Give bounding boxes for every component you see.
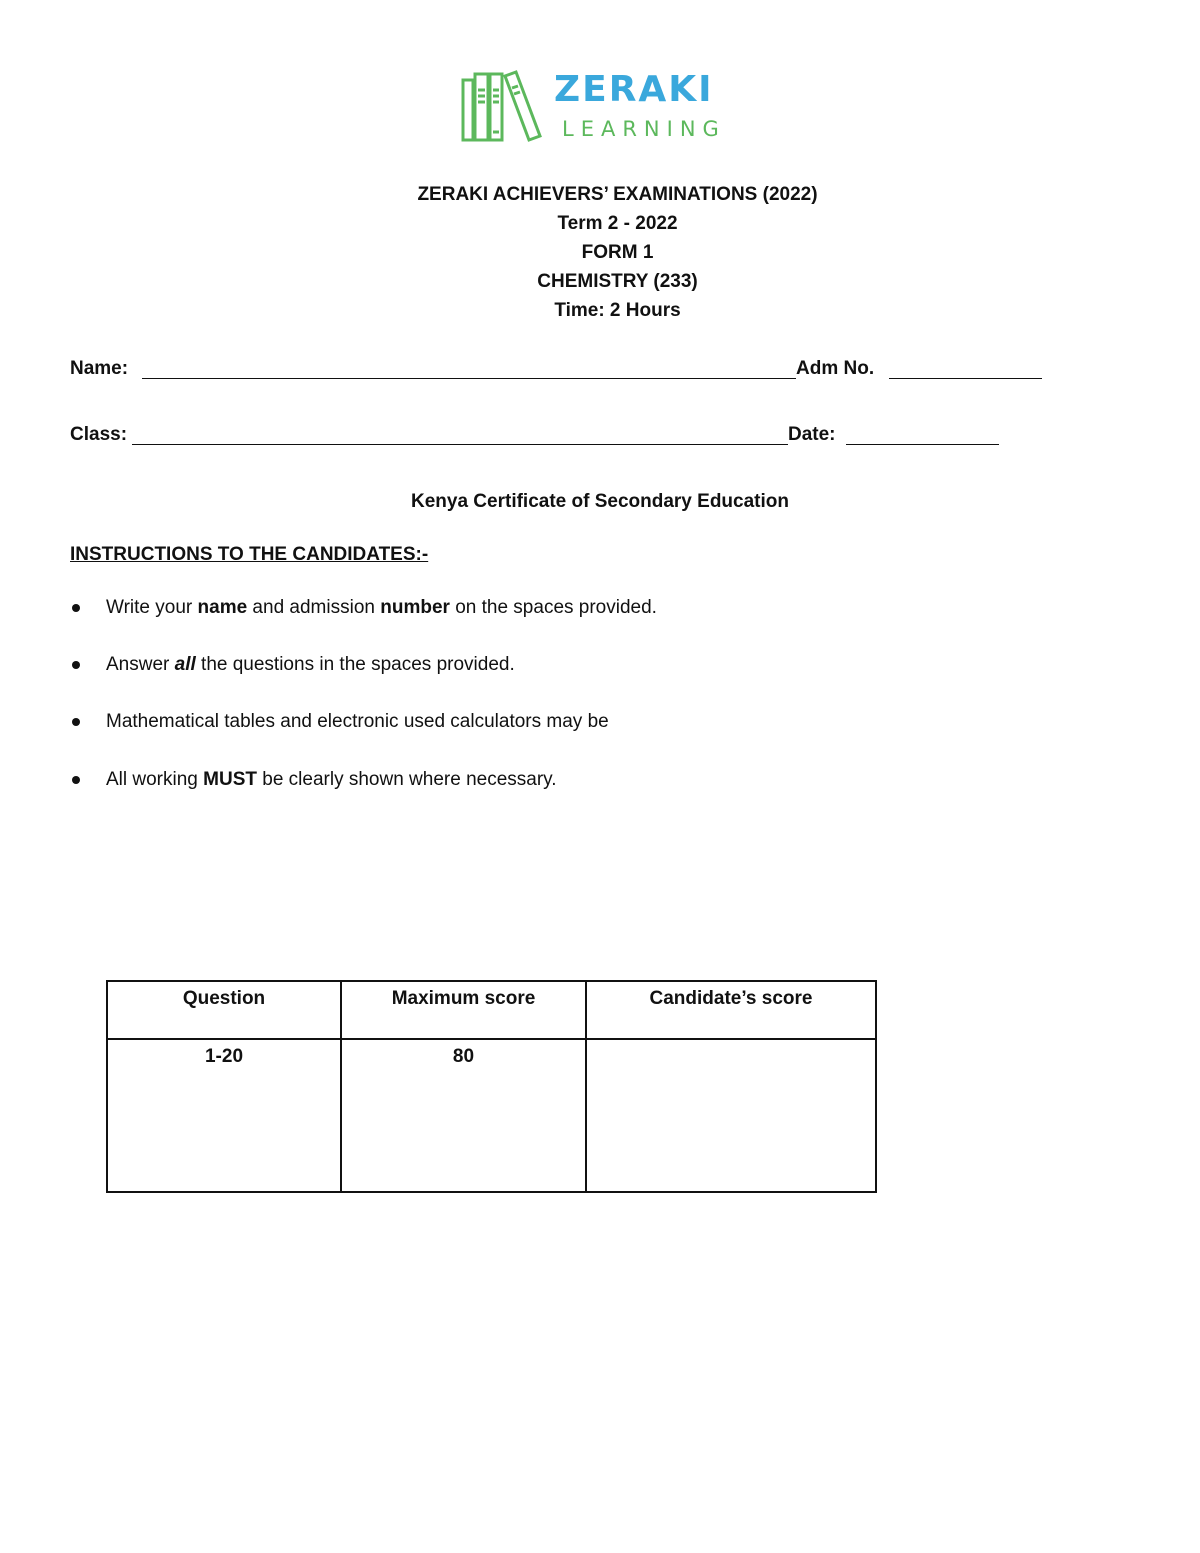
bullet-icon	[72, 718, 80, 726]
bullet-icon	[72, 604, 80, 612]
adm-no-blank[interactable]	[889, 378, 1042, 379]
logo-wordmark: ZERAKI	[554, 69, 714, 110]
class-date-row	[70, 422, 1010, 448]
exam-title: ZERAKI ACHIEVERS’ EXAMINATIONS (2022)	[417, 184, 818, 205]
books-icon	[460, 70, 546, 146]
bullet-icon	[72, 661, 80, 669]
class-blank[interactable]	[132, 444, 788, 445]
name-adm-row	[70, 356, 1050, 382]
exam-header	[400, 180, 835, 325]
candidate-score-cell[interactable]	[586, 1039, 876, 1192]
name-label: Name:	[70, 358, 129, 379]
date-blank[interactable]	[846, 444, 999, 445]
exam-cover-page: ZERAKI LEARNING ZERAKI ACHIEVERS’ EXAMINATIONS (2022) Term 2 - 2022 FORM 1 CHEMISTRY (233) Time: 2 Hours Name: Adm No. Class: Date: Kenya Certificate of Secondary Education INSTRUCTIONS TO THE CANDIDATES:- Write your name and admission number on the spaces provided. Answer all the questions in the spaces provided. Mathematical tables and electronic used calculators may be All working MUST be clearly shown where necessary. Question Maximum score Candidate’s score 1-20 80	[0, 0, 1200, 1553]
name-blank[interactable]	[142, 378, 796, 379]
table-header-cell: Maximum score	[341, 981, 586, 1039]
exam-subject: CHEMISTRY (233)	[537, 271, 698, 292]
exam-term: Term 2 - 2022	[557, 213, 678, 234]
exam-time: Time: 2 Hours	[554, 300, 681, 321]
date-label: Date:	[788, 424, 836, 445]
logo-subtitle: LEARNING	[562, 117, 726, 141]
table-header-cell: Candidate’s score	[586, 981, 876, 1039]
table-cell: 1-20	[107, 1039, 341, 1192]
adm-no-label: Adm No.	[796, 358, 875, 379]
table-cell: 80	[341, 1039, 586, 1192]
class-label: Class:	[70, 424, 128, 445]
table-header-cell: Question	[107, 981, 341, 1039]
score-table	[106, 980, 877, 1193]
table-row	[107, 1039, 876, 1192]
instructions-title: INSTRUCTIONS TO THE CANDIDATES:-	[70, 544, 429, 565]
table-header-row	[107, 981, 876, 1039]
bullet-icon	[72, 776, 80, 784]
zeraki-learning-logo	[460, 70, 750, 146]
exam-form: FORM 1	[581, 242, 654, 263]
kcse-subtitle: Kenya Certificate of Secondary Education	[411, 491, 789, 512]
